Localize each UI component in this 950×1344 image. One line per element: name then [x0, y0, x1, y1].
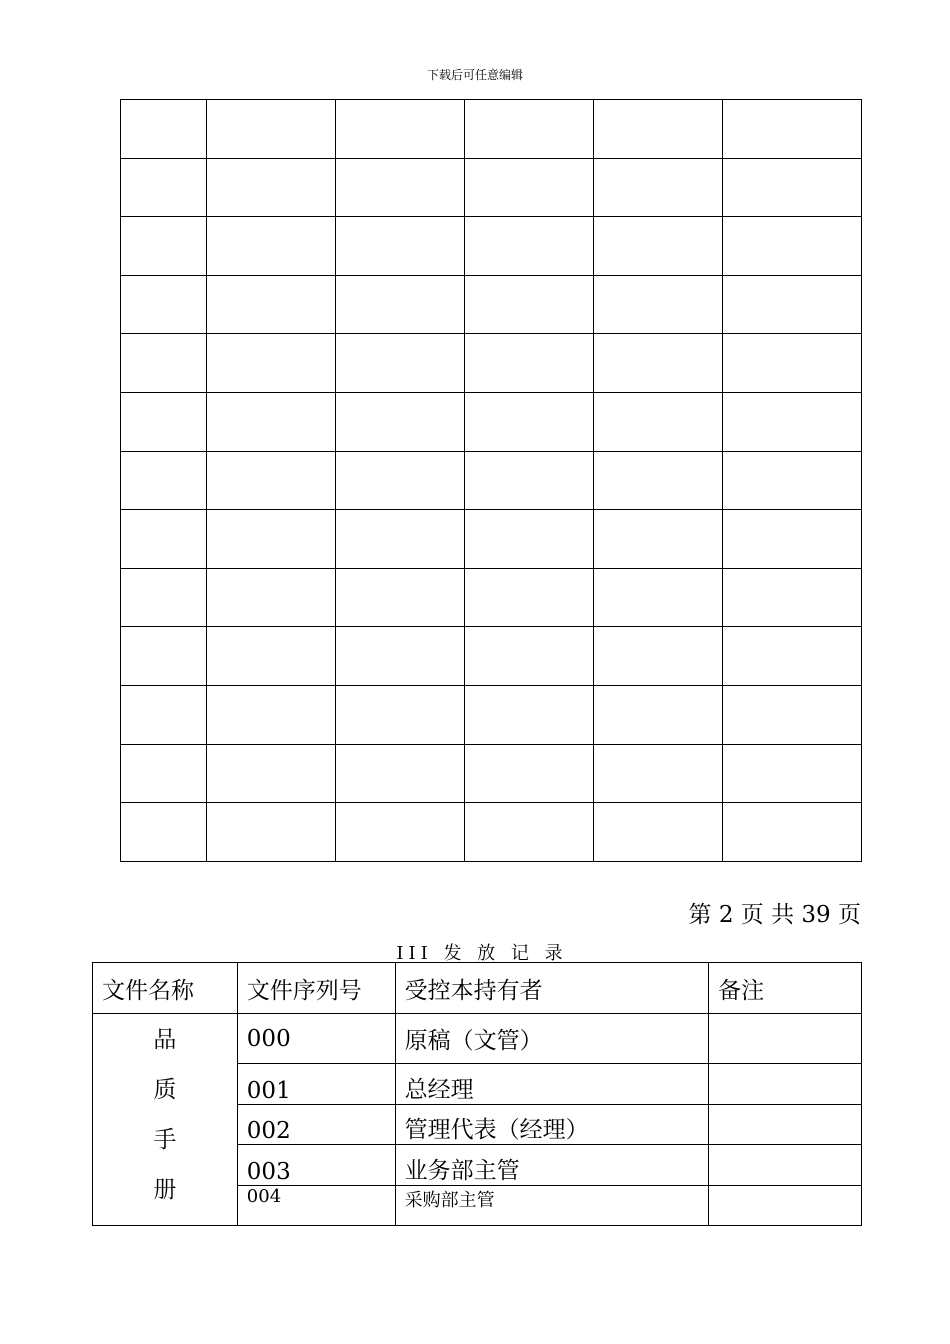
- blank-cell: [335, 334, 464, 393]
- serial-cell: 004: [237, 1186, 395, 1226]
- blank-cell: [594, 627, 723, 686]
- blank-cell: [121, 510, 207, 569]
- blank-cell: [206, 685, 335, 744]
- blank-cell: [335, 217, 464, 276]
- blank-cell: [206, 627, 335, 686]
- blank-cell: [594, 685, 723, 744]
- blank-cell: [335, 392, 464, 451]
- blank-cell: [335, 275, 464, 334]
- blank-cell: [594, 568, 723, 627]
- blank-cell: [335, 568, 464, 627]
- blank-cell: [464, 451, 594, 510]
- blank-cell: [121, 451, 207, 510]
- blank-cell: [335, 685, 464, 744]
- blank-cell: [594, 100, 723, 159]
- blank-cell: [121, 568, 207, 627]
- blank-cell: [594, 803, 723, 862]
- blank-cell: [464, 334, 594, 393]
- page-number: 第 2 页 共 39 页: [688, 902, 861, 928]
- blank-cell: [121, 744, 207, 803]
- blank-cell: [121, 217, 207, 276]
- table-header-row: [93, 963, 862, 1014]
- blank-cell: [464, 158, 594, 217]
- blank-cell: [464, 510, 594, 569]
- blank-cell: [335, 627, 464, 686]
- blank-cell: [206, 275, 335, 334]
- blank-table: [120, 99, 862, 862]
- holder-cell: 采购部主管: [395, 1186, 709, 1226]
- blank-cell: [464, 217, 594, 276]
- blank-table-row: [121, 744, 862, 803]
- blank-cell: [335, 744, 464, 803]
- document-name-char: 质: [153, 1077, 177, 1103]
- blank-cell: [464, 627, 594, 686]
- blank-cell: [723, 100, 862, 159]
- blank-cell: [723, 158, 862, 217]
- blank-cell: [594, 451, 723, 510]
- blank-cell: [121, 158, 207, 217]
- blank-cell: [335, 451, 464, 510]
- blank-cell: [121, 685, 207, 744]
- remark-cell: [709, 1186, 862, 1226]
- blank-table-row: [121, 100, 862, 159]
- blank-cell: [206, 510, 335, 569]
- blank-cell: [206, 451, 335, 510]
- blank-cell: [121, 100, 207, 159]
- blank-cell: [594, 744, 723, 803]
- blank-cell: [121, 803, 207, 862]
- serial-cell: 001: [237, 1064, 395, 1105]
- blank-cell: [723, 627, 862, 686]
- blank-cell: [206, 803, 335, 862]
- blank-cell: [464, 392, 594, 451]
- blank-cell: [335, 158, 464, 217]
- blank-cell: [594, 334, 723, 393]
- distribution-table: [92, 962, 862, 1226]
- blank-table-row: [121, 158, 862, 217]
- distribution-title: III 发 放 记 录: [396, 943, 568, 964]
- blank-table-row: [121, 627, 862, 686]
- blank-table-row: [121, 803, 862, 862]
- serial-cell: 002: [237, 1105, 395, 1145]
- blank-cell: [594, 217, 723, 276]
- remark-cell: [709, 1014, 862, 1064]
- blank-cell: [206, 568, 335, 627]
- header-cell: 备注: [709, 963, 862, 1014]
- blank-cell: [723, 275, 862, 334]
- blank-cell: [594, 158, 723, 217]
- blank-cell: [206, 217, 335, 276]
- blank-cell: [723, 451, 862, 510]
- header-cell: 文件序列号: [237, 963, 395, 1014]
- blank-cell: [723, 217, 862, 276]
- blank-cell: [206, 334, 335, 393]
- document-name-char: 手: [153, 1127, 177, 1153]
- serial-cell: 000: [237, 1014, 395, 1064]
- blank-table-row: [121, 451, 862, 510]
- blank-cell: [335, 510, 464, 569]
- serial-cell: 003: [237, 1145, 395, 1186]
- blank-cell: [335, 100, 464, 159]
- remark-cell: [709, 1145, 862, 1186]
- blank-cell: [594, 510, 723, 569]
- blank-cell: [723, 803, 862, 862]
- blank-cell: [206, 744, 335, 803]
- blank-cell: [723, 744, 862, 803]
- blank-cell: [464, 275, 594, 334]
- blank-cell: [723, 392, 862, 451]
- blank-cell: [206, 158, 335, 217]
- document-name-cell: [93, 1014, 238, 1226]
- blank-cell: [206, 392, 335, 451]
- blank-table-row: [121, 685, 862, 744]
- blank-cell: [464, 568, 594, 627]
- blank-table-row: [121, 275, 862, 334]
- blank-table-row: [121, 217, 862, 276]
- document-name-char: 品: [153, 1027, 177, 1053]
- document-name-char: 册: [153, 1177, 177, 1203]
- blank-cell: [206, 100, 335, 159]
- blank-cell: [594, 275, 723, 334]
- header-cell: 受控本持有者: [395, 963, 709, 1014]
- blank-table-row: [121, 568, 862, 627]
- holder-cell: 原稿（文管）: [395, 1014, 709, 1064]
- header-cell: 文件名称: [93, 963, 238, 1014]
- blank-cell: [121, 334, 207, 393]
- blank-cell: [464, 100, 594, 159]
- remark-cell: [709, 1064, 862, 1105]
- blank-table-row: [121, 392, 862, 451]
- blank-cell: [594, 392, 723, 451]
- blank-cell: [121, 627, 207, 686]
- blank-cell: [723, 510, 862, 569]
- blank-cell: [464, 803, 594, 862]
- blank-cell: [121, 392, 207, 451]
- remark-cell: [709, 1105, 862, 1145]
- blank-table-row: [121, 334, 862, 393]
- holder-cell: 管理代表（经理）: [395, 1105, 709, 1145]
- blank-cell: [121, 275, 207, 334]
- table-row: [93, 1014, 862, 1064]
- blank-cell: [723, 685, 862, 744]
- holder-cell: 业务部主管: [395, 1145, 709, 1186]
- header-note: 下载后可任意编辑: [426, 68, 523, 82]
- blank-cell: [335, 803, 464, 862]
- blank-cell: [464, 685, 594, 744]
- blank-cell: [723, 334, 862, 393]
- blank-cell: [464, 744, 594, 803]
- holder-cell: 总经理: [395, 1064, 709, 1105]
- blank-cell: [723, 568, 862, 627]
- blank-table-row: [121, 510, 862, 569]
